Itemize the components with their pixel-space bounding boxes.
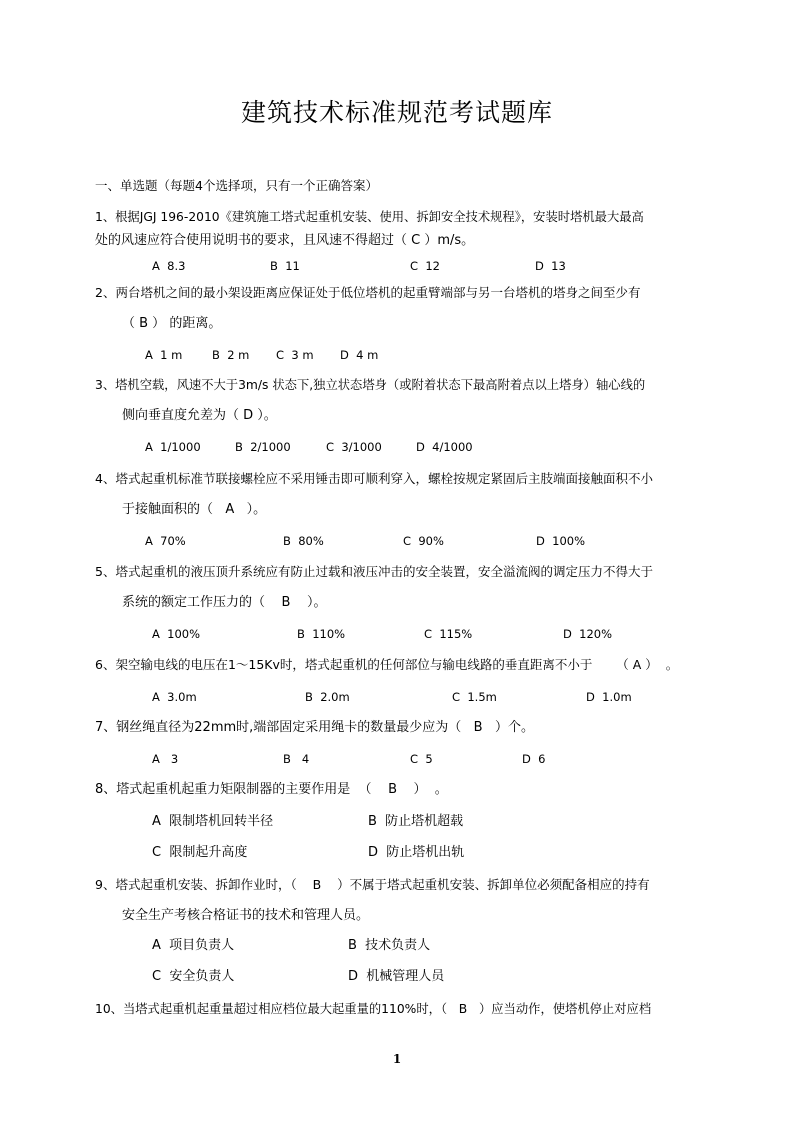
question-1-option-b: B 11	[270, 259, 300, 273]
question-9-option-a: A 项目负责人	[152, 938, 235, 953]
question-5-option-b: B 110%	[297, 627, 346, 641]
page-number: 1	[392, 1052, 402, 1066]
question-4-option-d: D 100%	[536, 534, 586, 548]
question-8-option-a: A 限制塔机回转半径	[152, 814, 274, 829]
question-3-option-a: A 1/1000	[145, 440, 201, 454]
question-6-option-c: C 1.5m	[452, 690, 497, 704]
question-1-option-a: A 8.3	[152, 259, 186, 273]
question-3-line-1: 3、塔机空载，风速不大于3m/s 状态下,独立状态塔身（或附着状态下最高附着点以上塔身）轴心线的	[95, 378, 646, 392]
question-6-option-a: A 3.0m	[152, 690, 197, 704]
question-7-option-b: B 4	[283, 752, 310, 766]
question-8-option-b: B 防止塔机超载	[368, 814, 464, 829]
question-4-option-c: C 90%	[403, 534, 444, 548]
question-2-line-2: （ B ） 的距离。	[122, 316, 222, 331]
question-8-option-c: C 限制起升高度	[152, 845, 248, 860]
question-2-option-d: D 4 m	[340, 348, 379, 362]
question-9-line-2: 安全生产考核合格证书的技术和管理人员。	[122, 908, 370, 923]
question-9-line-1: 9、塔式起重机安装、拆卸作业时，（ B ）不属于塔式起重机安装、拆卸单位必须配备相应的持有	[95, 877, 650, 892]
question-8-option-d: D 防止塔机出轨	[368, 845, 465, 860]
question-9-option-d: D 机械管理人员	[348, 969, 445, 984]
question-2-option-b: B 2 m	[212, 348, 250, 362]
question-1-line-1: 1、根据JGJ 196-2010《建筑施工塔式起重机安装、使用、拆卸安全技术规程》，安装时塔机最大最高	[95, 210, 644, 224]
question-1-option-d: D 13	[535, 259, 566, 273]
question-5-option-c: C 115%	[424, 627, 473, 641]
question-9-option-b: B 技术负责人	[348, 938, 431, 953]
question-7-option-a: A 3	[152, 752, 179, 766]
question-5-option-a: A 100%	[152, 627, 201, 641]
question-6-line-1: 6、架空输电线的电压在1～15Kv时，塔式起重机的任何部位与输电线路的垂直距离不小于 （ A ） 。	[95, 657, 679, 672]
question-5-line-2: 系统的额定工作压力的（ B ）。	[122, 595, 327, 610]
question-7-option-c: C 5	[410, 752, 433, 766]
question-9-option-c: C 安全负责人	[152, 969, 235, 984]
question-6-option-b: B 2.0m	[305, 690, 350, 704]
question-2-option-c: C 3 m	[276, 348, 314, 362]
question-8-line-1: 8、塔式起重机起重力矩限制器的主要作用是 （ B ） 。	[95, 782, 448, 797]
question-4-option-a: A 70%	[145, 534, 186, 548]
question-3-line-2: 侧向垂直度允差为（ D ）。	[122, 408, 277, 423]
question-7-line-1: 7、钢丝绳直径为22mm时,端部固定采用绳卡的数量最少应为（ B ）个。	[95, 720, 534, 735]
question-4-line-1: 4、塔式起重机标准节联接螺栓应不采用锤击即可顺利穿入，螺栓按规定紧固后主肢端面接触面积不小	[95, 471, 653, 486]
question-1-line-2: 处的风速应符合使用说明书的要求，且风速不得超过（ C ）m/s。	[95, 233, 475, 248]
question-3-option-d: D 4/1000	[416, 440, 473, 454]
document-title: 建筑技术标准规范考试题库	[240, 98, 553, 127]
question-10-line-1: 10、当塔式起重机起重量超过相应档位最大起重量的110%时，（ B ）应当动作，使塔机停止对应档	[95, 1002, 652, 1016]
question-2-option-a: A 1 m	[145, 348, 183, 362]
section-heading: 一、单选题（每题4个选择项，只有一个正确答案）	[95, 178, 378, 193]
question-6-option-d: D 1.0m	[586, 690, 632, 704]
question-4-option-b: B 80%	[283, 534, 324, 548]
question-1-option-c: C 12	[410, 259, 440, 273]
question-3-option-c: C 3/1000	[326, 440, 382, 454]
question-7-option-d: D 6	[522, 752, 546, 766]
question-5-option-d: D 120%	[563, 627, 613, 641]
question-3-option-b: B 2/1000	[235, 440, 291, 454]
question-5-line-1: 5、塔式起重机的液压顶升系统应有防止过载和液压冲击的安全装置，安全溢流阀的调定压力不得大于	[95, 564, 653, 579]
question-4-line-2: 于接触面积的（ A ）。	[122, 502, 267, 517]
question-2-line-1: 2、两台塔机之间的最小架设距离应保证处于低位塔机的起重臂端部与另一台塔机的塔身之间至少有	[95, 285, 641, 300]
